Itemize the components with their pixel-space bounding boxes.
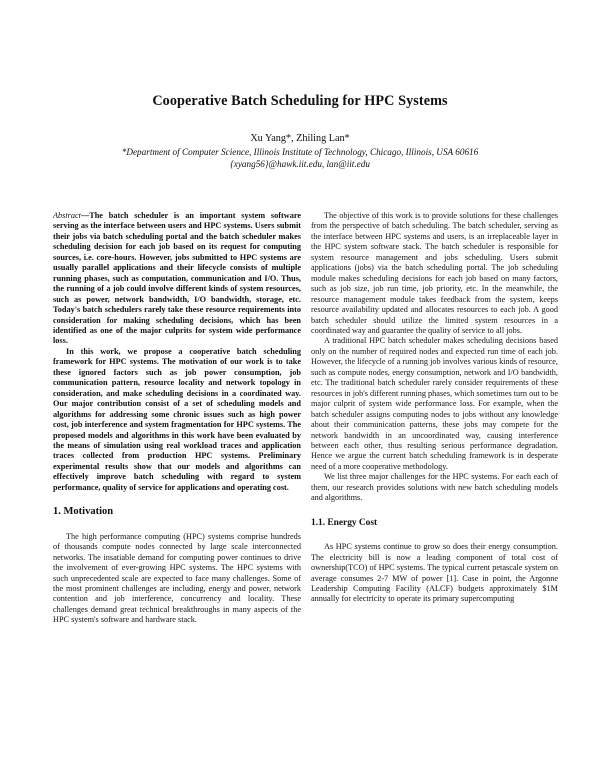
abstract-text-1: —The batch scheduler is an important system software serving as the interface between users and HPC systems. Users submit their jobs via batch scheduling portal and the batch scheduler makes scheduling decision for each job based on its request for computing sources, i.e. core-hours. However, jobs submitted to HPC systems are usually parallel applications and their lifecycle consists of multiple running phases, such as computation, communication and I/O. Thus, the running of a job could involve different kinds of system resources, such as power, network bandwidth, I/O bandwidth, storage, etc. Today's batch schedulers rarely take these resource requirements into consideration for making scheduling decisions, which has been identified as one of the major culprits for system wide performance loss. xyxy=(53,211,301,346)
affiliation: *Department of Computer Science, Illinois Institute of Technology, Chicago, Illinois, USA 60616 xyxy=(121,147,479,157)
left-column xyxy=(53,211,301,626)
section-heading-motivation: 1. Motivation xyxy=(53,506,114,518)
abstract-label: Abstract xyxy=(53,211,81,220)
challenges-paragraph: We list three major challenges for the HPC systems. For each each of them, our research provides solutions with new batch scheduling models and algorithms. xyxy=(311,472,558,503)
affiliation-block xyxy=(0,146,600,170)
right-column xyxy=(311,211,558,605)
objective-paragraph: The objective of this work is to provide solutions for these challenges from the perspective of batch scheduling. The batch scheduler, serving as the interface between HPC systems and users, is an irreplaceable layer in the HPC system software stack. The batch scheduler is responsible for system resource management and jobs scheduling. Users submit applications (jobs) via the batch scheduling portal. The job scheduling module makes scheduling decisions for each job based on many factors, such as job size, job run time, job priority, etc. In the meanwhile, the resource management module takes feedback from the system, keeps resource availability updated and allocates resources to each job. A good batch scheduler should utilize the limited system resources in a coordinated way and guarantee the quality of service to all jobs. xyxy=(311,211,558,335)
author-emails: {xyang56}@hawk.iit.edu, lan@iit.edu xyxy=(230,159,370,169)
paper-title: Cooperative Batch Scheduling for HPC Systems xyxy=(152,93,448,109)
section-heading-energy-cost: 1.1. Energy Cost xyxy=(311,517,378,528)
traditional-scheduler-paragraph: A traditional HPC batch scheduler makes scheduling decisions based only on the number of required nodes and expected run time of each job. However, the lifecycle of a running job involves various kinds of resource, such as compute nodes, energy consumption, network and I/O bandwidth, etc. The traditional batch scheduler rarely consider requirements of these resources in job's different running phases, which sometimes turn out to be major culprit of system wide performance loss. For example, when the batch scheduler assigns computing nodes to jobs without any knowledge about their communication patterns, these jobs may compete for the network bandwidth in an uncoordinated way, causing interference between each other, thus resulting serious performance degradation. Hence we argue the current batch scheduling framework is in desperate need of a more cooperative methodology. xyxy=(311,336,558,471)
motivation-paragraph-1: The high performance computing (HPC) systems comprise hundreds of thousands compute nodes connected by large scale interconnected networks. The insatiable demand for computing power continues to drive the involvement of ever-growing HPC systems. The HPC systems with such unprecedented scale are expected to face many challenges. Some of the most prominent challenges are including, energy and power, network contention and job interference, concurrency and locality. These challenges demand great technical breakthroughs in many aspects of the HPC system's software and hardware stack. xyxy=(53,531,301,625)
abstract-paragraph-2: In this work, we propose a cooperative batch scheduling framework for HPC systems. The motivation of our work is to take these ignored factors such as job power consumption, job communication pattern, resource locality and network topology in consideration, and make scheduling decisions in a coordinated way. Our major contribution consist of a set of scheduling models and algorithms for addressing some chronic issues such as high power cost, job interference and system fragmentation for HPC systems. The proposed models and algorithms in this work have been evaluated by the means of simulation using real workload traces and application traces collected from production HPC systems. Preliminary experimental results show that our models and algorithms can effectively improve batch scheduling with regard to system performance, quality of service for applications and operating cost. xyxy=(53,346,301,492)
energy-cost-paragraph: As HPC systems continue to grow so does their energy consumption. The electricity bill is now a leading component of total cost of ownership(TCO) of HPC systems. The typical current petascale system on average consumes 2-7 MW of power [1]. Case in point, the Argonne Leadership Computing Facility (ALCF) budgets approximately $1M annually for electricity to operate its primary supercomputing xyxy=(311,542,558,604)
author-list: Xu Yang*, Zhiling Lan* xyxy=(250,133,350,144)
abstract-paragraph-1 xyxy=(53,211,301,347)
